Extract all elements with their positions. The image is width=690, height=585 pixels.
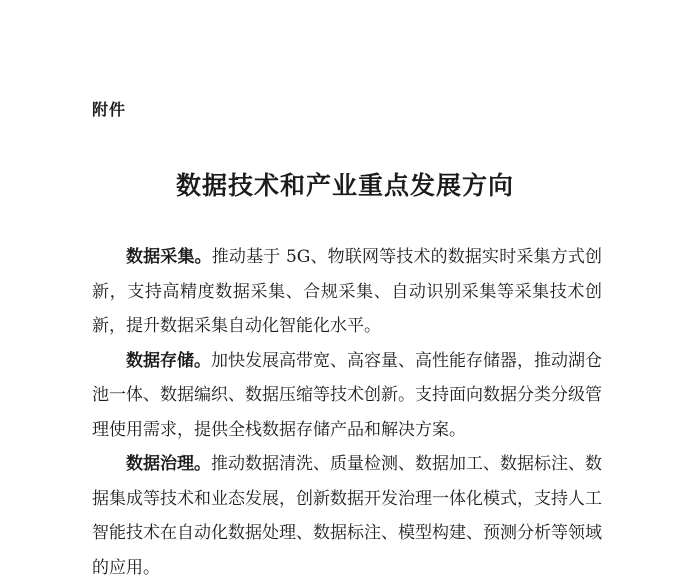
paragraph-data-storage bbox=[92, 344, 602, 448]
paragraph-text: 推动基于 5G、物联网等技术的数据实时采集方式创新，支持高精度数据采集、合规采集、自动识别采集等采集技术创新，提升数据采集自动化智能化水平。 bbox=[92, 247, 602, 336]
paragraph-heading: 数据治理。 bbox=[126, 454, 211, 474]
paragraph-text: 加快发展高带宽、高容量、高性能存储器，推动湖仓池一体、数据编织、数据压缩等技术创新。支持面向数据分类分级管理使用需求，提供全栈数据存储产品和解决方案。 bbox=[92, 350, 602, 440]
paragraph-data-collection bbox=[92, 240, 602, 344]
paragraph-heading: 数据采集。 bbox=[126, 247, 212, 267]
paragraph-text: 推动数据清洗、质量检测、数据加工、数据标注、数据集成等技术和业态发展，创新数据开发治理一体化模式，支持人工智能技术在自动化数据处理、数据标注、模型构建、预测分析等领域的应用。 bbox=[92, 454, 602, 578]
paragraph-heading: 数据存储。 bbox=[126, 350, 211, 371]
paragraph-data-governance bbox=[92, 447, 602, 585]
document-title: 数据技术和产业重点发展方向 bbox=[175, 171, 514, 200]
attachment-label: 附件 bbox=[92, 100, 127, 119]
document-body bbox=[92, 240, 602, 585]
